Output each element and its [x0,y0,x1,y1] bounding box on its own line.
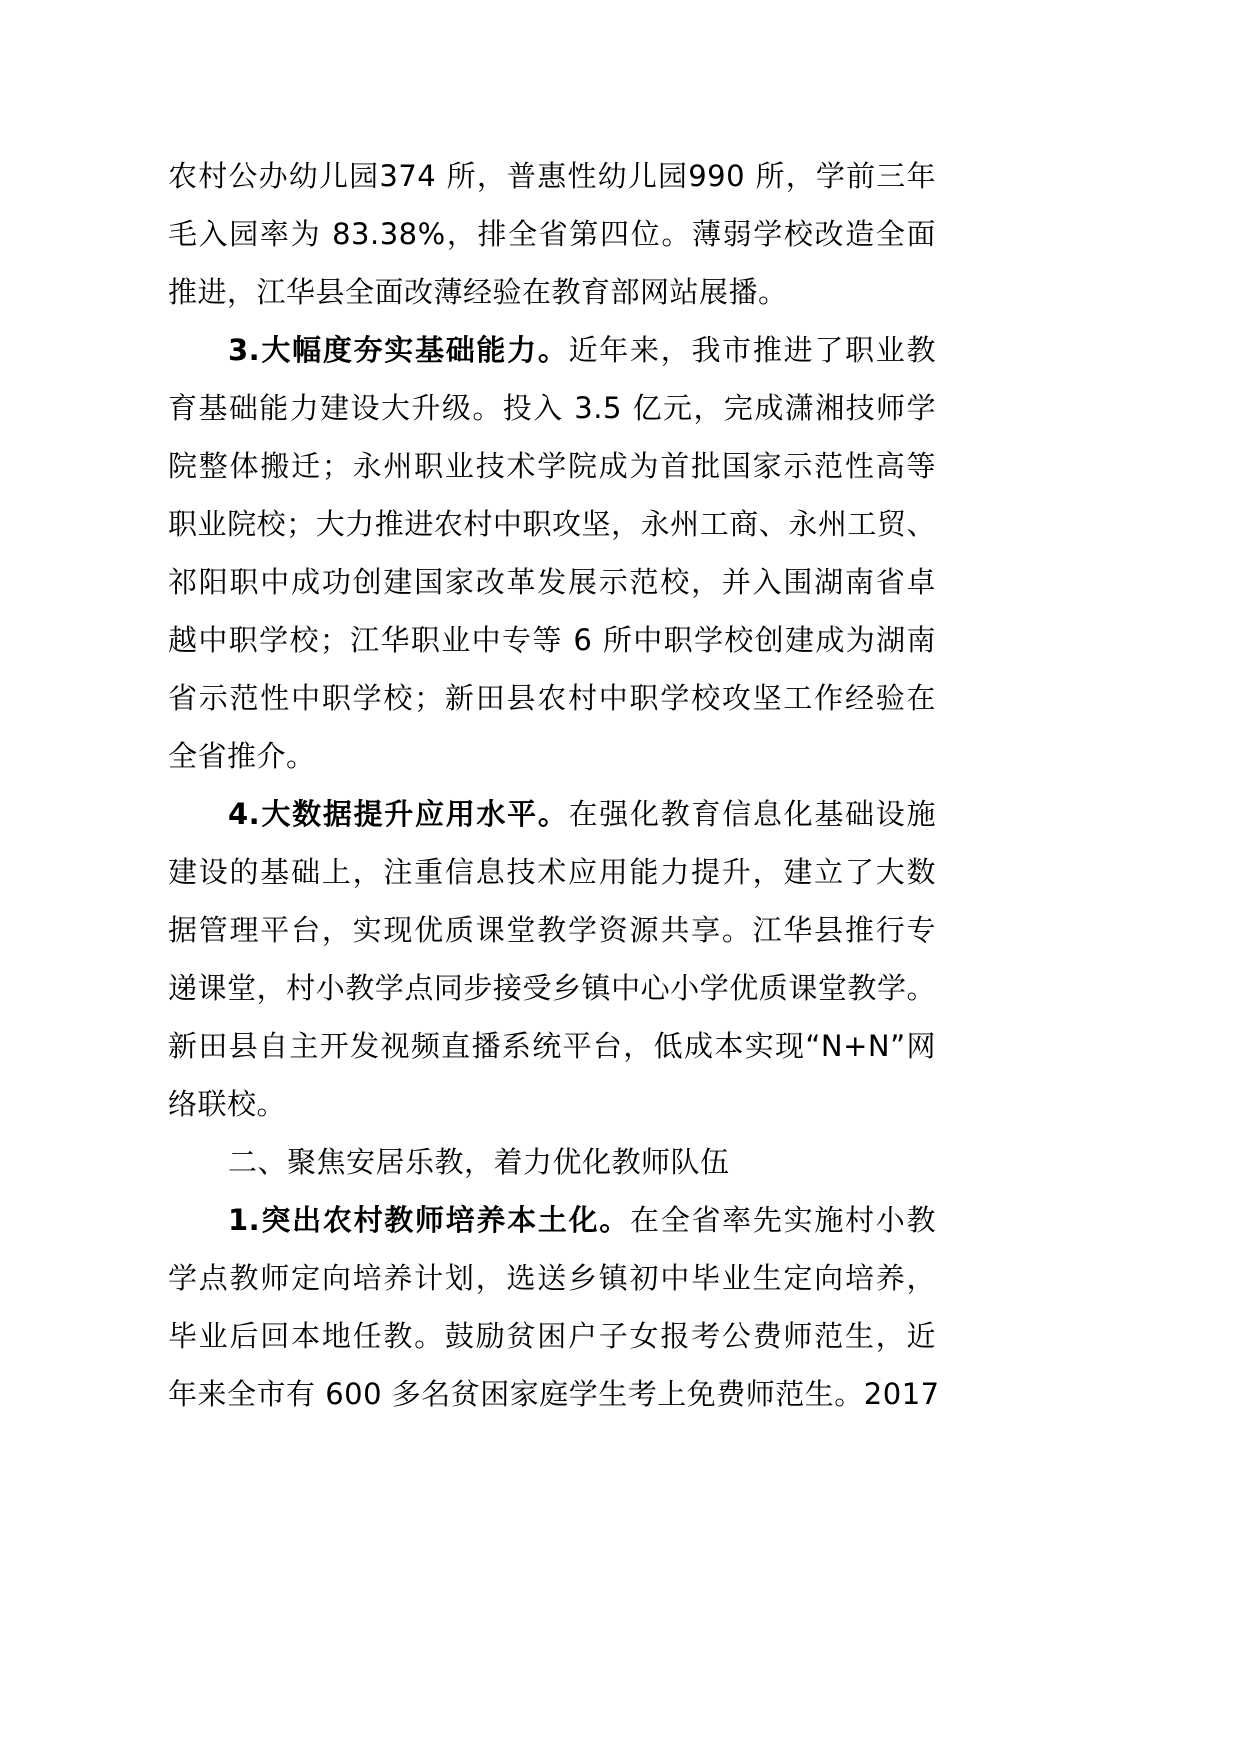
section-heading [168,1142,936,1200]
line-text: 毕业后回本地任教。鼓励贫困户子女报考公费师范生，近 [168,1319,936,1353]
line-text: 递课堂，村小教学点同步接受乡镇中心小学优质课堂教学。 [168,971,936,1005]
text-line [168,1084,936,1142]
line-text: 育基础能力建设大升级。投入 3.5 亿元，完成潇湘技师学 [168,391,936,425]
text-line [168,272,936,330]
line-text: 农村公办幼儿园374 所，普惠性幼儿园990 所，学前三年 [168,159,936,193]
text-line [168,446,936,504]
line-text: 院整体搬迁；永州职业技术学院成为首批国家示范性高等 [168,449,936,483]
text-line [168,214,936,272]
line-text: 在全省率先实施村小教 [630,1203,936,1237]
text-line [168,1258,936,1316]
line-text: 职业院校；大力推进农村中职攻坚，永州工商、永州工贸、 [168,507,936,541]
text-line [168,1026,936,1084]
line-text: 近年来，我市推进了职业教 [568,333,936,367]
line-text: 全省推介。 [168,739,316,773]
subheading: 1.突出农村教师培养本土化。 [228,1203,631,1237]
line-text: 学点教师定向培养计划，选送乡镇初中毕业生定向培养， [168,1261,936,1295]
line-text: 毛入园率为 83.38%，排全省第四位。薄弱学校改造全面 [168,217,936,251]
line-text: 二、聚焦安居乐教，着力优化教师队伍 [228,1145,730,1179]
line-text: 祁阳职中成功创建国家改革发展示范校，并入围湖南省卓 [168,565,936,599]
text-line [168,678,936,736]
text-line [168,504,936,562]
text-line [168,388,936,446]
subheading: 3.大幅度夯实基础能力。 [228,333,569,367]
text-line [168,1316,936,1374]
document-body [168,156,940,1432]
line-text: 越中职学校；江华职业中专等 6 所中职学校创建成为湖南 [168,623,936,657]
line-text: 络联校。 [168,1087,287,1121]
text-line [168,968,936,1026]
subheading: 4.大数据提升应用水平。 [228,797,569,831]
line-text: 新田县自主开发视频直播系统平台，低成本实现“N+N”网 [168,1029,936,1063]
text-line [168,562,936,620]
line-text: 据管理平台，实现优质课堂教学资源共享。江华县推行专 [168,913,936,947]
text-line [168,1200,936,1258]
text-line [168,794,936,852]
text-line [168,910,936,968]
text-line [168,330,936,388]
text-line [168,620,936,678]
line-text: 建设的基础上，注重信息技术应用能力提升，建立了大数 [168,855,936,889]
text-line [168,852,936,910]
text-line [168,156,936,214]
line-text: 推进，江华县全面改薄经验在教育部网站展播。 [168,275,788,309]
line-text: 省示范性中职学校；新田县农村中职学校攻坚工作经验在 [168,681,936,715]
line-text: 在强化教育信息化基础设施 [568,797,936,831]
text-line [168,736,936,794]
line-text: 年来全市有 600 多名贫困家庭学生考上免费师范生。2017 [168,1377,940,1411]
text-line [168,1374,940,1432]
